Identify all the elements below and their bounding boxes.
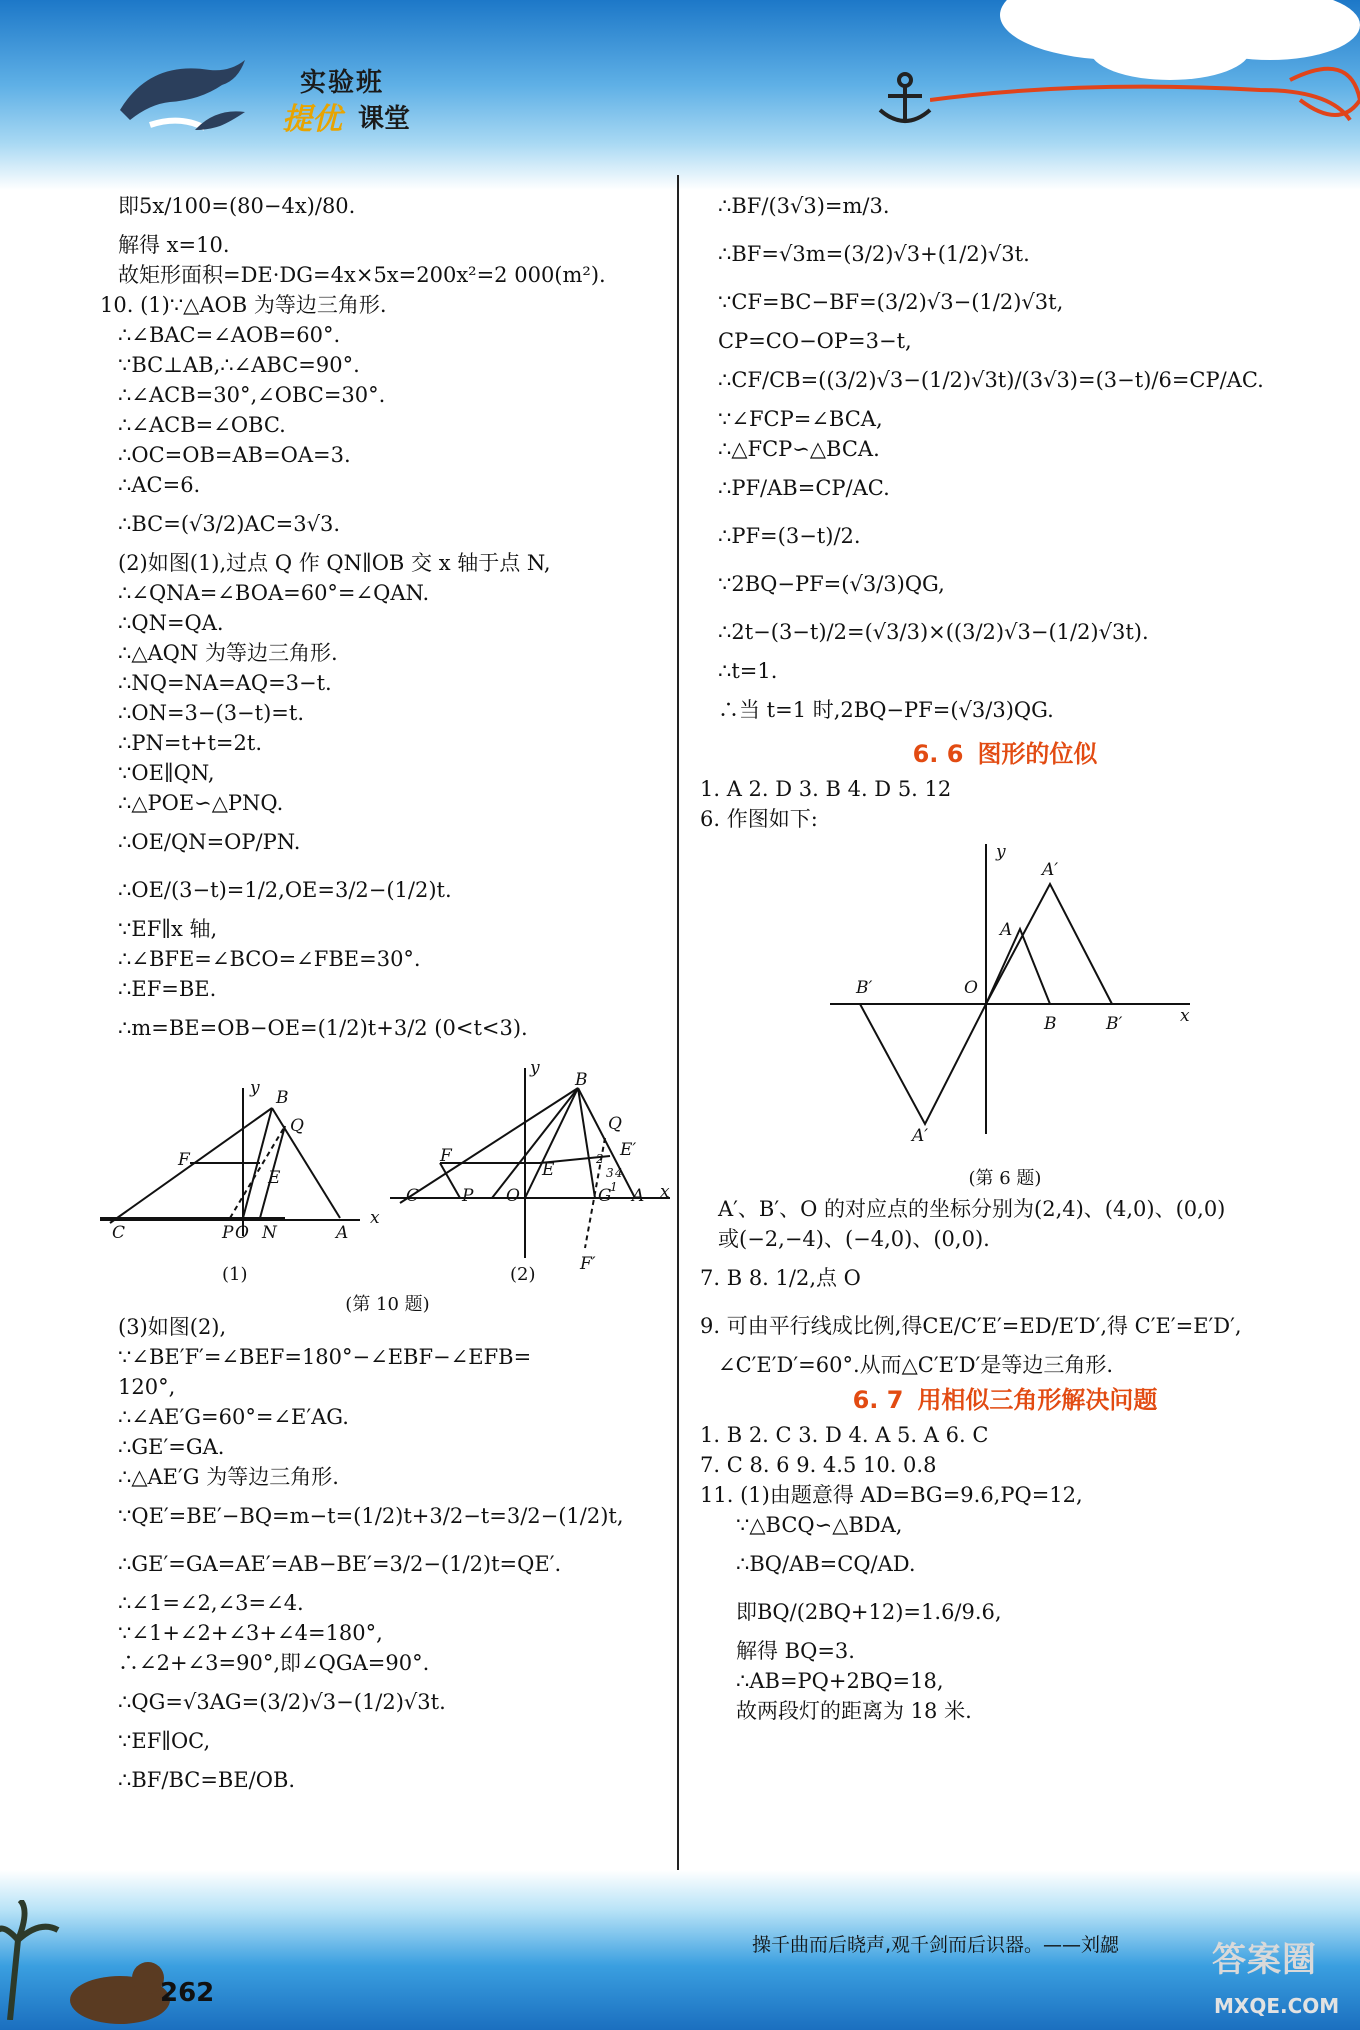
solution-line: ∴∠BAC=∠AOB=60°. — [118, 323, 341, 347]
figure-label: A′ — [1042, 860, 1059, 880]
solution-line: ∴PN=t+t=2t. — [118, 731, 263, 755]
solution-line: ∴△POE∽△PNQ. — [118, 791, 284, 815]
solution-line: ∴GE′=GA. — [118, 1435, 225, 1459]
solution-line: ∴QG=√3AG=(3/2)√3−(1/2)√3t. — [118, 1690, 446, 1714]
figure-label: E′ — [620, 1140, 637, 1160]
section-6-6-answers — [700, 774, 1310, 834]
header-title-bottom: 课堂 — [358, 104, 411, 134]
figure-label: A — [336, 1223, 349, 1243]
solution-line: ∵∠1+∠2+∠3+∠4=180°, — [118, 1621, 383, 1645]
solution-line: 即5x/100=(80−4x)/80. — [118, 194, 356, 218]
solution-line: ∴QN=QA. — [118, 611, 224, 635]
palm-icon — [0, 1900, 60, 2020]
solution-line: ∴OE/QN=OP/PN. — [118, 830, 301, 854]
solution-line: ∴∠ACB=30°,∠OBC=30°. — [118, 383, 386, 407]
figure-label: x — [370, 1208, 380, 1228]
solution-line: ∴m=BE=OB−OE=(1/2)t+3/2 (0<t<3). — [118, 1016, 528, 1040]
solution-line: 6. 作图如下: — [700, 807, 818, 831]
solution-line: ∴GE′=GA=AE′=AB−BE′=3/2−(1/2)t=QE′. — [118, 1552, 562, 1576]
figure-label: A — [632, 1186, 645, 1206]
figure-label: 2 — [596, 1152, 604, 1166]
solution-line: ∴BF/(3√3)=m/3. — [718, 194, 890, 218]
solution-line: 故矩形面积=DE·DG=4x×5x=200x²=2 000(m²). — [118, 263, 606, 287]
figure-label: F — [440, 1146, 452, 1166]
solution-line: ∴PF=(3−t)/2. — [718, 524, 861, 548]
figure-label: A′ — [912, 1126, 929, 1146]
solution-line: 解得 BQ=3. — [736, 1639, 855, 1663]
solution-line: ∴∠1=∠2,∠3=∠4. — [118, 1591, 304, 1615]
solution-line: 11. (1)由题意得 AD=BG=9.6,PQ=12, — [700, 1483, 1083, 1507]
watermark-url: MXQE.COM — [1214, 1994, 1340, 2018]
solution-line: ∴PF/AB=CP/AC. — [718, 476, 890, 500]
solution-line: ∠C′E′D′=60°.从而△C′E′D′是等边三角形. — [718, 1353, 1113, 1377]
solution-line: ∴BC=(√3/2)AC=3√3. — [118, 512, 341, 536]
dolphin-small-icon — [190, 100, 250, 140]
page-number: 262 — [160, 1978, 215, 2008]
figure-10-diagram-2 — [390, 1068, 670, 1258]
left-solution-lines — [100, 182, 675, 1052]
solution-line: 7. B 8. 1/2,点 O — [700, 1266, 861, 1290]
solution-line: ∵EF∥x 轴, — [118, 917, 218, 941]
solution-line: ∵BC⊥AB,∴∠ABC=90°. — [118, 353, 360, 377]
figure-label: A — [1000, 920, 1013, 940]
figure-6-diagram — [700, 834, 1310, 1164]
figure-label: F — [178, 1150, 190, 1170]
solution-line: 即BQ/(2BQ+12)=1.6/9.6, — [736, 1600, 1002, 1624]
header-title-script: 提优 — [282, 102, 342, 137]
solution-line: 故两段灯的距离为 18 米. — [736, 1699, 972, 1723]
figure-6-caption: (第 6 题) — [968, 1168, 1042, 1189]
solution-line: (2)如图(1),过点 Q 作 QN∥OB 交 x 轴于点 N, — [118, 551, 551, 575]
figure-label: C — [406, 1186, 420, 1206]
solution-line: ∴△FCP∽△BCA. — [718, 437, 880, 461]
solution-line: 10. (1)∵△AOB 为等边三角形. — [100, 293, 387, 317]
solution-line: ∴CF/CB=((3/2)√3−(1/2)√3t)/(3√3)=(3−t)/6=CP/AC. — [718, 368, 1264, 392]
figure-label: O — [964, 978, 978, 998]
solution-line: 7. C 8. 6 9. 4.5 10. 0.8 — [700, 1453, 937, 1477]
section-6-7-title: 用相似三角形解决问题 — [917, 1386, 1158, 1414]
solution-line: ∴BQ/AB=CQ/AD. — [736, 1552, 916, 1576]
solution-line: A′、B′、O 的对应点的坐标分别为(2,4)、(4,0)、(0,0) — [718, 1197, 1226, 1221]
solution-line: ∴AC=6. — [118, 473, 201, 497]
figure-label: B′ — [856, 978, 873, 998]
solution-line: ∴△AQN 为等边三角形. — [118, 641, 338, 665]
figure-label: P — [462, 1186, 474, 1206]
figure-label: x — [660, 1182, 670, 1202]
solution-line: ∴EF=BE. — [118, 977, 217, 1001]
solution-line: 或(−2,−4)、(−4,0)、(0,0). — [718, 1227, 990, 1251]
solution-line: ∴∠2+∠3=90°,即∠QGA=90°. — [118, 1651, 430, 1675]
section-6-6-heading — [700, 734, 1310, 774]
solution-line: ∵CF=BC−BF=(3/2)√3−(1/2)√3t, — [718, 290, 1064, 314]
header-title-top: 实验班 — [300, 68, 385, 98]
figure-label: 1 — [610, 1180, 618, 1194]
solution-line: ∴2t−(3−t)/2=(√3/3)×((3/2)√3−(1/2)√3t). — [718, 620, 1149, 644]
solution-line: ∵OE∥QN, — [118, 761, 215, 785]
solution-line: ∴∠AE′G=60°=∠E′AG. — [118, 1405, 349, 1429]
section-6-6-answers-2 — [700, 1194, 1310, 1380]
solution-line: ∴t=1. — [718, 659, 778, 683]
figure-label: C — [112, 1223, 126, 1243]
section-6-7-answers — [700, 1420, 1310, 1726]
solution-line: ∴△AE′G 为等边三角形. — [118, 1465, 339, 1489]
solution-line: ∴BF=√3m=(3/2)√3+(1/2)√3t. — [718, 242, 1030, 266]
figure-label: x — [1180, 1006, 1190, 1026]
figure-label: O — [506, 1186, 520, 1206]
left-column — [100, 182, 675, 1804]
figure-label: y — [996, 842, 1006, 862]
figure-label: 3 — [606, 1166, 614, 1180]
solution-line: ∵∠BE′F′=∠BEF=180°−∠EBF−∠EFB= — [118, 1345, 532, 1369]
figure-label: B — [575, 1070, 588, 1090]
solution-line: ∴BF/BC=BE/OB. — [118, 1768, 296, 1792]
figure-label: E — [268, 1168, 281, 1188]
solution-line: ∴∠BFE=∠BCO=∠FBE=30°. — [118, 947, 421, 971]
solution-line: ∴当 t=1 时,2BQ−PF=(√3/3)QG. — [718, 698, 1054, 722]
solution-line: ∴OE/(3−t)=1/2,OE=3/2−(1/2)t. — [118, 878, 452, 902]
figure-label: G — [598, 1186, 612, 1206]
solution-line: ∴∠QNA=∠BOA=60°=∠QAN. — [118, 581, 430, 605]
watermark-text: 答案圈 — [1212, 1940, 1317, 1980]
rope-decoration — [930, 60, 1360, 140]
figure-label: 4 — [615, 1166, 623, 1180]
column-divider — [677, 175, 679, 1890]
figure-label: y — [530, 1058, 540, 1078]
solution-line: 解得 x=10. — [118, 233, 230, 257]
solution-line: 9. 可由平行线成比例,得CE/C′E′=ED/E′D′,得 C′E′=E′D′, — [700, 1314, 1242, 1338]
solution-line: ∴NQ=NA=AQ=3−t. — [118, 671, 332, 695]
figure-6 — [700, 834, 1310, 1194]
solution-line: ∴OC=OB=AB=OA=3. — [118, 443, 351, 467]
figure-10-sub2: (2) — [510, 1264, 536, 1285]
figure-label: N — [262, 1223, 277, 1243]
footer-quote: 操千曲而后晓声,观千剑而后识器。——刘勰 — [752, 1934, 1120, 1956]
figure-10 — [100, 1058, 675, 1315]
figure-label: B — [276, 1088, 289, 1108]
figure-label: Q — [290, 1116, 304, 1136]
figure-label: y — [250, 1078, 260, 1098]
solution-line: ∵∠FCP=∠BCA, — [718, 407, 883, 431]
figure-label: O — [235, 1223, 249, 1243]
section-6-7-number: 6. 7 — [852, 1386, 904, 1414]
figure-10-sub1: (1) — [222, 1264, 248, 1285]
left-solution-lines-2 — [100, 1312, 675, 1804]
section-6-6-title: 图形的位似 — [977, 740, 1098, 768]
solution-line: 1. A 2. D 3. B 4. D 5. 12 — [700, 777, 952, 801]
solution-line: ∴AB=PQ+2BQ=18, — [736, 1669, 944, 1693]
figure-label: P — [222, 1223, 234, 1243]
right-column — [700, 182, 1310, 1726]
figure-10-diagram-1 — [100, 1088, 360, 1236]
solution-line: ∵△BCQ∽△BDA, — [736, 1513, 903, 1537]
section-6-6-number: 6. 6 — [912, 740, 964, 768]
figure-label: B — [1044, 1014, 1057, 1034]
solution-line: ∵QE′=BE′−BQ=m−t=(1/2)t+3/2−t=3/2−(1/2)t, — [118, 1504, 624, 1528]
figure-label: B′ — [1106, 1014, 1123, 1034]
solution-line: (3)如图(2), — [118, 1315, 227, 1339]
solution-line: ∴∠ACB=∠OBC. — [118, 413, 286, 437]
solution-line: 1. B 2. C 3. D 4. A 5. A 6. C — [700, 1423, 989, 1447]
solution-line: ∵EF∥OC, — [118, 1729, 211, 1753]
solution-line: CP=CO−OP=3−t, — [718, 329, 912, 353]
figure-label: E — [542, 1160, 555, 1180]
solution-line: ∵2BQ−PF=(√3/3)QG, — [718, 572, 945, 596]
figure-10-caption: (第 10 题) — [345, 1294, 430, 1315]
right-solution-lines — [700, 182, 1310, 734]
figure-label: Q — [608, 1114, 622, 1134]
figure-label: F′ — [580, 1254, 596, 1274]
header-banner — [0, 0, 1360, 190]
section-6-7-heading — [700, 1380, 1310, 1420]
solution-line: 120°, — [118, 1375, 176, 1399]
solution-line: ∴ON=3−(3−t)=t. — [118, 701, 304, 725]
